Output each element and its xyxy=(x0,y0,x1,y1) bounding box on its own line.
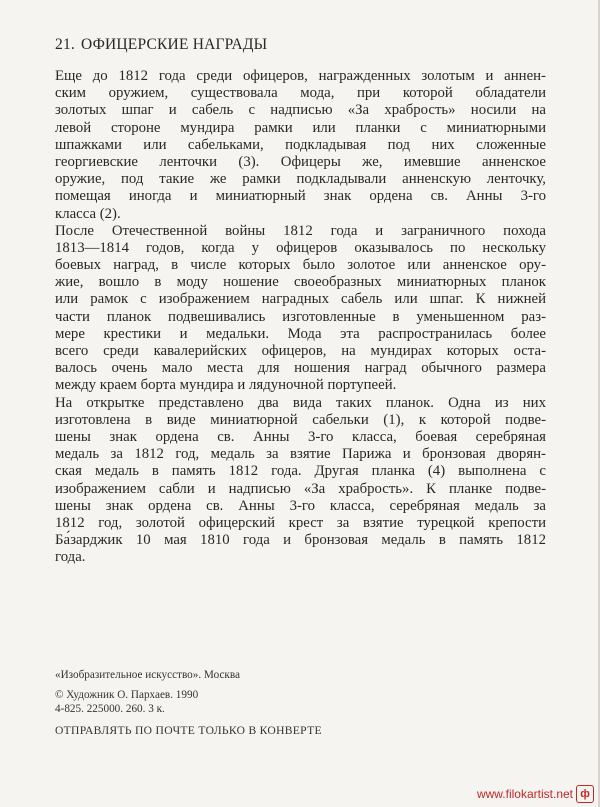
text-line: всего среди кавалерийских офицеров, на мундирах которых оста- xyxy=(55,343,546,359)
text-line: или рамок с изображением наградных сабель или шпаг. К нижней xyxy=(55,291,546,308)
mailing-notice: ОТПРАВЛЯТЬ ПО ПОЧТЕ ТОЛЬКО В КОНВЕРТЕ xyxy=(55,724,322,737)
text-line: 1812 год, золотой офицерский крест за взятие турецкой крепости xyxy=(55,514,546,531)
text-line: ским оружием, существовала мода, при которой обладатели xyxy=(55,85,546,102)
text-line: медаль за 1812 год, медаль за взятие Парижа и бронзовая дворян- xyxy=(55,446,546,463)
text-line: левой стороне мундира рамки или планки с миниатюрными xyxy=(55,119,546,136)
text-line: помещая иногда и миниатюрный знак ордена св. Анны 3-го xyxy=(55,188,546,205)
text-line: Еще до 1812 года среди офицеров, награжденных золотым и аннен- xyxy=(55,68,546,84)
text-line: изготовлена в виде миниатюрной сабельки (1), к которой подве- xyxy=(55,411,546,428)
text-line: шпажками или сабельками, подкладывая под них сложенные xyxy=(55,136,546,153)
watermark xyxy=(477,785,594,803)
imprint-footer xyxy=(55,668,322,738)
text-line: части планок подвешивались изготовленные в уменьшенном раз- xyxy=(55,308,546,325)
text-line: оружие, под такие же рамки подкладывали анненскую ленточку, xyxy=(55,171,546,188)
text-line: между краем борта мундира и лядуночной портупеей. xyxy=(55,377,397,394)
text-line: валось очень мало места для ношения наград обычного размера xyxy=(55,360,546,377)
text-line: года. xyxy=(55,549,86,566)
text-line: георгиевские ленточки (3). Офицеры же, имевшие анненское xyxy=(55,153,546,170)
paragraph-3 xyxy=(55,395,546,567)
text-line: шены знак ордена св. Анны 3-го класса, серебряная медаль за xyxy=(55,497,546,514)
text-line: золотых шпаг и сабель с надписью «За храбрость» носили на xyxy=(55,102,546,119)
heading-title: ОФИЦЕРСКИЕ НАГРАДЫ xyxy=(80,36,268,53)
watermark-text: www.filokartist.net xyxy=(476,787,573,801)
print-code-line: 4-825. 225000. 260. 3 к. xyxy=(55,703,165,715)
article-body xyxy=(55,68,546,566)
heading-number: 21. xyxy=(55,36,75,53)
paragraph-2 xyxy=(55,223,546,395)
text-line: жие, вошло в моду ношение своеобразных миниатюрных планок xyxy=(55,274,546,291)
text-line: мере крестики и медальки. Мода эта распространилась более xyxy=(55,325,546,342)
text-line: После Отечественной войны 1812 года и заграничного похода xyxy=(55,222,546,239)
section-heading xyxy=(55,36,267,54)
text-line: Ба́зарджик 10 мая 1810 года и бронзовая медаль в память 1812 xyxy=(55,532,546,549)
text-line: шены знак ордена св. Анны 3-го класса, боевая серебряная xyxy=(55,428,546,445)
filokartist-logo-icon: ф xyxy=(576,785,594,803)
text-line: ская медаль в память 1812 года. Другая планка (4) выполнена с xyxy=(55,463,546,480)
text-line: 1813—1814 годов, когда у офицеров оказывалось по нескольку xyxy=(55,239,546,256)
paragraph-1 xyxy=(55,68,546,223)
text-line: На открытке представлено два вида таких планок. Одна из них xyxy=(55,394,546,411)
copyright-line: © Художник О. Пархаев. 1990 xyxy=(55,689,199,701)
text-line: боевых наград, в числе которых было золотое или анненское ору- xyxy=(55,257,546,274)
text-line: изображением сабли и надписью «За храбрость». К планке подве- xyxy=(55,480,546,497)
publisher-line: «Изобразительное искусство». Москва xyxy=(55,669,240,681)
text-line: класса (2). xyxy=(55,205,121,222)
